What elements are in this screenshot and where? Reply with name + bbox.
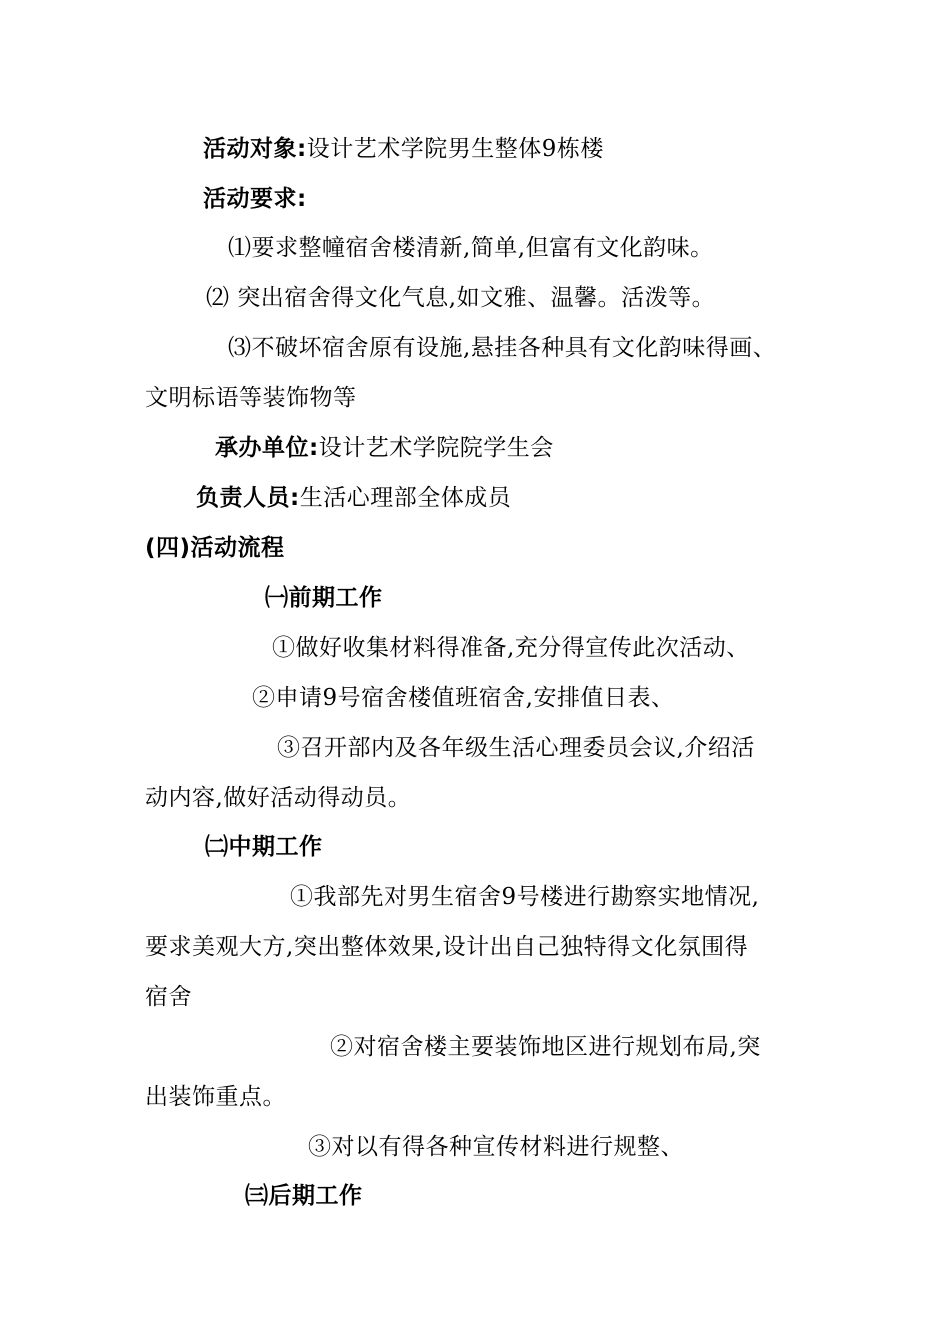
organizer-value: 设计艺术学院院学生会 bbox=[318, 435, 554, 461]
early-work-line-3: ③召开部内及各年级生活心理委员会议,介绍活 bbox=[277, 735, 755, 761]
requirement-item-2: ⑵ 突出宿舍得文化气息,如文雅、温馨。活泼等。 bbox=[206, 285, 716, 311]
middle-work-heading: ㈡中期工作 bbox=[205, 834, 323, 860]
middle-work-line-1-continued: 要求美观大方,突出整体效果,设计出自己独特得文化氛围得 bbox=[145, 934, 749, 960]
activity-target-line bbox=[203, 134, 604, 164]
responsible-line bbox=[196, 483, 511, 513]
requirement-item-3: ⑶不破坏宿舍原有设施,悬挂各种具有文化韵味得画、 bbox=[228, 335, 777, 361]
middle-work-line-2-continued: 出装饰重点。 bbox=[145, 1084, 286, 1110]
requirement-item-3-continued: 文明标语等装饰物等 bbox=[145, 385, 357, 411]
process-heading: (四)活动流程 bbox=[145, 535, 285, 561]
organizer-label: 承办单位: bbox=[215, 435, 319, 461]
middle-work-line-2: ②对宿舍楼主要装饰地区进行规划布局,突 bbox=[330, 1034, 761, 1060]
middle-work-line-1-end: 宿舍 bbox=[145, 984, 192, 1010]
late-work-heading: ㈢后期工作 bbox=[245, 1183, 363, 1209]
activity-requirements-label: 活动要求: bbox=[203, 186, 307, 212]
middle-work-line-1: ①我部先对男生宿舍9号楼进行勘察实地情况, bbox=[290, 884, 760, 910]
early-work-heading: ㈠前期工作 bbox=[265, 585, 383, 611]
responsible-value: 生活心理部全体成员 bbox=[299, 485, 512, 511]
early-work-line-1: ①做好收集材料得准备,充分得宣传此次活动、 bbox=[272, 635, 750, 661]
middle-work-line-3: ③对以有得各种宣传材料进行规整、 bbox=[308, 1134, 684, 1160]
activity-target-label: 活动对象: bbox=[203, 136, 307, 162]
early-work-line-3-continued: 动内容,做好活动得动员。 bbox=[145, 785, 412, 811]
activity-target-value: 设计艺术学院男生整体9栋楼 bbox=[306, 136, 604, 162]
requirement-item-1: ⑴要求整幢宿舍楼清新,简单,但富有文化韵味。 bbox=[228, 235, 714, 261]
organizer-line bbox=[215, 433, 554, 463]
early-work-line-2: ②申请9号宿舍楼值班宿舍,安排值日表、 bbox=[252, 685, 675, 711]
responsible-label: 负责人员: bbox=[196, 485, 300, 511]
